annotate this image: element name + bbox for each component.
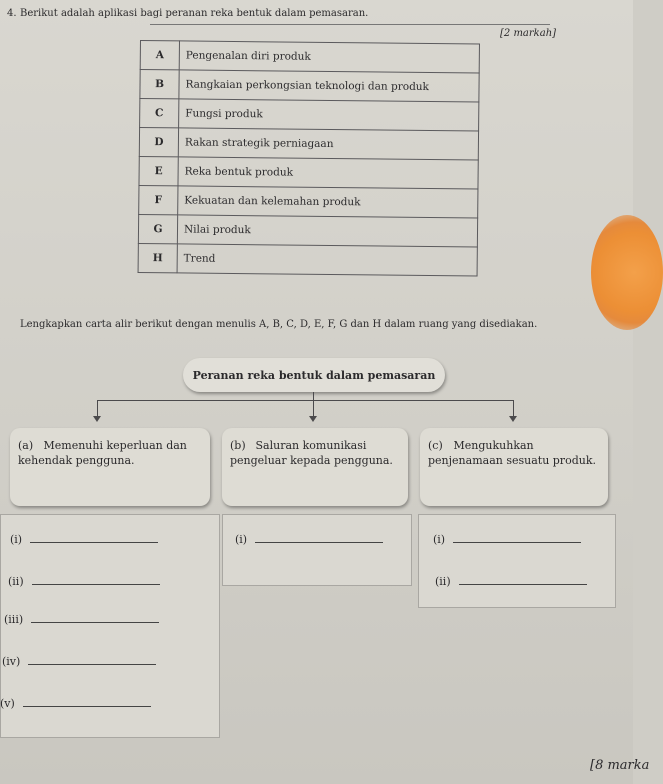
category-label: (c)	[428, 439, 443, 452]
option-text: Trend	[177, 244, 477, 276]
option-row	[139, 128, 478, 161]
answer-blank[interactable]	[32, 574, 160, 585]
option-row	[138, 214, 477, 247]
connector-line	[97, 400, 514, 401]
option-row	[140, 99, 479, 132]
question-number: 4.	[7, 8, 17, 19]
connector-line	[313, 400, 314, 416]
category-box-b	[222, 428, 408, 506]
arrow-down-icon	[93, 416, 101, 422]
option-text: Rangkaian perkongsian teknologi dan produk	[179, 70, 479, 102]
flowchart-root-box: Peranan reka bentuk dalam pemasaran	[183, 358, 445, 392]
option-letter: B	[140, 70, 179, 99]
answer-row: (i)	[235, 532, 383, 546]
answer-blank[interactable]	[28, 654, 156, 665]
option-text: Nilai produk	[177, 215, 477, 247]
instruction-text: Lengkapkan carta alir berikut dengan menulis A, B, C, D, E, F, G dan H dalam ruang yang disediakan.	[20, 319, 538, 330]
category-label: (b)	[230, 439, 246, 452]
connector-line	[97, 400, 98, 416]
answer-row: (ii)	[8, 574, 160, 588]
answer-row: (iv)	[2, 654, 156, 668]
answer-area-b	[222, 514, 412, 586]
divider-line	[150, 24, 550, 25]
category-text: Mengukuhkan penjenamaan sesuatu produk.	[428, 439, 596, 467]
question-text: Berikut adalah aplikasi bagi peranan reka bentuk dalam pemasaran.	[20, 8, 369, 19]
option-text: Kekuatan dan kelemahan produk	[178, 186, 478, 218]
option-row	[140, 41, 479, 74]
option-text: Reka bentuk produk	[178, 157, 478, 189]
answer-area-c	[418, 514, 616, 608]
answer-blank[interactable]	[453, 532, 581, 543]
arrow-down-icon	[509, 416, 517, 422]
option-row	[139, 185, 478, 218]
option-letter: G	[138, 214, 177, 243]
answer-row: (v)	[0, 696, 151, 710]
answer-blank[interactable]	[30, 532, 158, 543]
answer-row: (ii)	[435, 574, 587, 588]
option-letter: A	[140, 41, 179, 70]
answer-blank[interactable]	[459, 574, 587, 585]
answer-row: (iii)	[4, 612, 159, 626]
connector-line	[313, 392, 314, 400]
option-text: Rakan strategik perniagaan	[178, 128, 478, 160]
category-box-a	[10, 428, 210, 506]
option-text: Fungsi produk	[179, 99, 479, 131]
options-table	[138, 40, 480, 277]
option-row	[138, 243, 477, 276]
connector-line	[513, 400, 514, 416]
answer-row: (i)	[10, 532, 158, 546]
answer-blank[interactable]	[23, 696, 151, 707]
option-letter: H	[138, 243, 177, 272]
option-letter: C	[140, 99, 179, 128]
option-row	[139, 156, 478, 189]
answer-blank[interactable]	[31, 612, 159, 623]
category-text: Saluran komunikasi pengeluar kepada pengguna.	[230, 439, 393, 467]
option-row	[140, 70, 479, 103]
category-text: Memenuhi keperluan dan kehendak pengguna.	[18, 439, 187, 467]
answer-blank[interactable]	[255, 532, 383, 543]
option-letter: F	[139, 185, 178, 214]
option-text: Pengenalan diri produk	[179, 41, 479, 73]
category-box-c	[420, 428, 608, 506]
orange-object	[591, 215, 663, 330]
option-letter: D	[139, 128, 178, 157]
category-label: (a)	[18, 439, 34, 452]
marks-label: [2 markah]	[500, 28, 557, 39]
answer-row: (i)	[433, 532, 581, 546]
arrow-down-icon	[309, 416, 317, 422]
marks-total-label: [8 marka	[590, 758, 650, 773]
option-letter: E	[139, 156, 178, 185]
